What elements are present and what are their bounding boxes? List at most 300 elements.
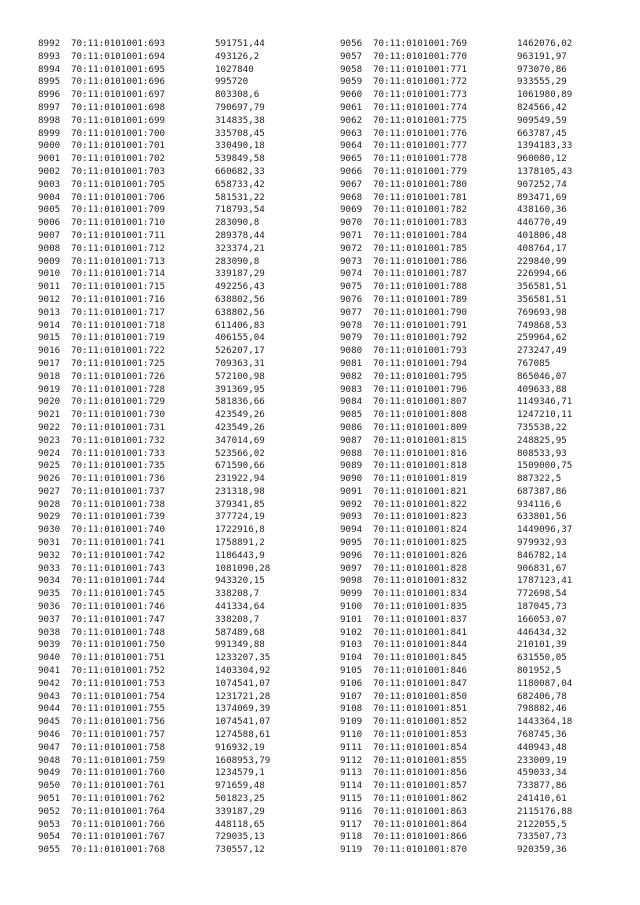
table-row	[38, 89, 270, 102]
cadastral-number: 70:11:0101001:775	[373, 114, 468, 126]
cadastral-number: 70:11:0101001:845	[373, 652, 468, 664]
cadastral-value: 979932,93	[517, 537, 567, 549]
row-number: 9004	[38, 191, 61, 203]
table-row	[340, 422, 572, 435]
cadastral-number: 70:11:0101001:866	[373, 831, 468, 843]
table-row	[340, 448, 572, 461]
cadastral-number: 70:11:0101001:748	[71, 626, 166, 638]
cadastral-number: 70:11:0101001:815	[373, 434, 468, 446]
row-number: 9117	[340, 818, 363, 830]
cadastral-value: 887322,5	[517, 473, 562, 485]
table-row	[340, 76, 572, 89]
cadastral-value: 523566,02	[215, 447, 265, 459]
table-row	[340, 192, 572, 205]
cadastral-value: 768745,36	[517, 729, 567, 741]
cadastral-number: 70:11:0101001:847	[373, 677, 468, 689]
row-number: 9087	[340, 434, 363, 446]
table-row	[340, 102, 572, 115]
row-number: 9057	[340, 50, 363, 62]
row-number: 9062	[340, 114, 363, 126]
cadastral-number: 70:11:0101001:766	[71, 818, 166, 830]
cadastral-number: 70:11:0101001:794	[373, 357, 468, 369]
right-column	[340, 38, 572, 857]
row-number: 9050	[38, 780, 61, 792]
row-number: 9096	[340, 549, 363, 561]
row-number: 8997	[38, 101, 61, 113]
row-number: 9078	[340, 319, 363, 331]
cadastral-number: 70:11:0101001:795	[373, 370, 468, 382]
table-row	[38, 230, 270, 243]
cadastral-value: 231922,94	[215, 473, 265, 485]
cadastral-value: 1233207,35	[215, 652, 271, 664]
table-row	[38, 691, 270, 704]
cadastral-number: 70:11:0101001:758	[71, 741, 166, 753]
table-row	[340, 844, 572, 857]
table-row	[340, 230, 572, 243]
row-number: 9063	[340, 127, 363, 139]
cadastral-value: 730557,12	[215, 844, 265, 856]
table-row	[340, 524, 572, 537]
cadastral-number: 70:11:0101001:733	[71, 447, 166, 459]
cadastral-value: 493126,2	[215, 50, 260, 62]
cadastral-value: 808533,93	[517, 447, 567, 459]
row-number: 9105	[340, 665, 363, 677]
cadastral-number: 70:11:0101001:852	[373, 716, 468, 728]
table-row	[38, 550, 270, 563]
row-number: 9006	[38, 217, 61, 229]
row-number: 9115	[340, 793, 363, 805]
cadastral-value: 2122055,5	[517, 818, 567, 830]
cadastral-value: 441334,64	[215, 601, 265, 613]
cadastral-value: 259964,62	[517, 332, 567, 344]
cadastral-number: 70:11:0101001:754	[71, 690, 166, 702]
row-number: 9003	[38, 178, 61, 190]
cadastral-number: 70:11:0101001:741	[71, 537, 166, 549]
row-number: 9042	[38, 677, 61, 689]
cadastral-value: 501823,25	[215, 793, 265, 805]
cadastral-number: 70:11:0101001:796	[373, 383, 468, 395]
row-number: 9060	[340, 89, 363, 101]
cadastral-value: 718793,54	[215, 204, 265, 216]
table-row	[340, 358, 572, 371]
cadastral-value: 241410,61	[517, 793, 567, 805]
cadastral-number: 70:11:0101001:710	[71, 217, 166, 229]
row-number: 9017	[38, 357, 61, 369]
table-row	[340, 806, 572, 819]
row-number: 9059	[340, 76, 363, 88]
cadastral-value: 631550,05	[517, 652, 567, 664]
cadastral-number: 70:11:0101001:751	[71, 652, 166, 664]
cadastral-value: 401806,48	[517, 229, 567, 241]
cadastral-number: 70:11:0101001:743	[71, 562, 166, 574]
cadastral-value: 973070,86	[517, 63, 567, 75]
cadastral-value: 916932,19	[215, 741, 265, 753]
cadastral-number: 70:11:0101001:759	[71, 754, 166, 766]
cadastral-value: 906831,67	[517, 562, 567, 574]
table-row	[38, 204, 270, 217]
cadastral-value: 824566,42	[517, 101, 567, 113]
cadastral-value: 638802,56	[215, 293, 265, 305]
table-row	[38, 575, 270, 588]
table-row	[38, 844, 270, 857]
row-number: 8992	[38, 38, 61, 49]
cadastral-number: 70:11:0101001:701	[71, 140, 166, 152]
table-row	[340, 294, 572, 307]
cadastral-value: 581836,66	[215, 396, 265, 408]
table-row	[38, 588, 270, 601]
table-row	[38, 665, 270, 678]
cadastral-value: 790697,79	[215, 101, 265, 113]
cadastral-number: 70:11:0101001:782	[373, 204, 468, 216]
table-row	[340, 537, 572, 550]
row-number: 9049	[38, 767, 61, 779]
row-number: 9088	[340, 447, 363, 459]
row-number: 9061	[340, 101, 363, 113]
row-number: 9016	[38, 345, 61, 357]
cadastral-value: 1074541,07	[215, 677, 271, 689]
row-number: 9005	[38, 204, 61, 216]
cadastral-value: 226994,66	[517, 268, 567, 280]
cadastral-number: 70:11:0101001:719	[71, 332, 166, 344]
cadastral-value: 803308,6	[215, 89, 260, 101]
row-number: 9114	[340, 780, 363, 792]
table-row	[38, 320, 270, 333]
cadastral-value: 658733,42	[215, 178, 265, 190]
table-row	[340, 511, 572, 524]
left-column	[38, 38, 270, 857]
row-number: 9086	[340, 421, 363, 433]
cadastral-value: 446434,32	[517, 626, 567, 638]
cadastral-value: 338208,7	[215, 588, 260, 600]
cadastral-number: 70:11:0101001:855	[373, 754, 468, 766]
cadastral-number: 70:11:0101001:728	[71, 383, 166, 395]
row-number: 9069	[340, 204, 363, 216]
table-row	[340, 460, 572, 473]
cadastral-number: 70:11:0101001:693	[71, 38, 166, 49]
table-row	[340, 320, 572, 333]
row-number: 9019	[38, 383, 61, 395]
cadastral-value: 283090,8	[215, 255, 260, 267]
table-row	[340, 639, 572, 652]
cadastral-value: 339187,29	[215, 268, 265, 280]
row-number: 9040	[38, 652, 61, 664]
cadastral-number: 70:11:0101001:732	[71, 434, 166, 446]
table-row	[340, 767, 572, 780]
table-row	[340, 755, 572, 768]
cadastral-number: 70:11:0101001:702	[71, 153, 166, 165]
table-row	[38, 307, 270, 320]
table-row	[340, 256, 572, 269]
cadastral-value: 210101,39	[517, 639, 567, 651]
table-row	[340, 435, 572, 448]
row-number: 9007	[38, 229, 61, 241]
cadastral-number: 70:11:0101001:698	[71, 101, 166, 113]
table-row	[38, 384, 270, 397]
row-number: 9032	[38, 549, 61, 561]
table-row	[38, 601, 270, 614]
cadastral-value: 846782,14	[517, 549, 567, 561]
cadastral-value: 687387,86	[517, 485, 567, 497]
cadastral-number: 70:11:0101001:841	[373, 626, 468, 638]
table-row	[340, 601, 572, 614]
table-row	[340, 51, 572, 64]
cadastral-number: 70:11:0101001:846	[373, 665, 468, 677]
cadastral-value: 1234579,1	[215, 767, 265, 779]
table-row	[340, 38, 572, 51]
cadastral-value: 1443364,18	[517, 716, 573, 728]
cadastral-value: 448118,65	[215, 818, 265, 830]
table-row	[340, 703, 572, 716]
table-row	[38, 755, 270, 768]
cadastral-number: 70:11:0101001:850	[373, 690, 468, 702]
cadastral-number: 70:11:0101001:752	[71, 665, 166, 677]
row-number: 9030	[38, 524, 61, 536]
table-row	[340, 332, 572, 345]
cadastral-value: 767085	[517, 357, 551, 369]
cadastral-value: 330490,18	[215, 140, 265, 152]
cadastral-number: 70:11:0101001:718	[71, 319, 166, 331]
cadastral-value: 408764,17	[517, 242, 567, 254]
table-row	[38, 396, 270, 409]
cadastral-value: 335708,45	[215, 127, 265, 139]
row-number: 9043	[38, 690, 61, 702]
cadastral-number: 70:11:0101001:851	[373, 703, 468, 715]
table-row	[340, 742, 572, 755]
row-number: 9103	[340, 639, 363, 651]
cadastral-number: 70:11:0101001:699	[71, 114, 166, 126]
cadastral-number: 70:11:0101001:785	[373, 242, 468, 254]
cadastral-number: 70:11:0101001:863	[373, 805, 468, 817]
row-number: 9023	[38, 434, 61, 446]
table-row	[340, 780, 572, 793]
cadastral-number: 70:11:0101001:787	[373, 268, 468, 280]
cadastral-value: 733877,86	[517, 780, 567, 792]
cadastral-number: 70:11:0101001:819	[373, 473, 468, 485]
table-row	[38, 409, 270, 422]
cadastral-number: 70:11:0101001:696	[71, 76, 166, 88]
cadastral-value: 1027840	[215, 63, 254, 75]
row-number: 9073	[340, 255, 363, 267]
table-row	[38, 614, 270, 627]
cadastral-value: 772698,54	[517, 588, 567, 600]
table-row	[38, 64, 270, 77]
cadastral-number: 70:11:0101001:736	[71, 473, 166, 485]
table-row	[38, 563, 270, 576]
cadastral-number: 70:11:0101001:767	[71, 831, 166, 843]
row-number: 9028	[38, 498, 61, 510]
row-number: 9079	[340, 332, 363, 344]
table-row	[340, 179, 572, 192]
cadastral-number: 70:11:0101001:773	[373, 89, 468, 101]
row-number: 9112	[340, 754, 363, 766]
cadastral-value: 581531,22	[215, 191, 265, 203]
cadastral-value: 633801,56	[517, 511, 567, 523]
cadastral-number: 70:11:0101001:832	[373, 575, 468, 587]
table-row	[38, 345, 270, 358]
row-number: 9047	[38, 741, 61, 753]
cadastral-number: 70:11:0101001:771	[373, 63, 468, 75]
cadastral-number: 70:11:0101001:870	[373, 844, 468, 856]
cadastral-value: 338208,7	[215, 613, 260, 625]
table-row	[38, 486, 270, 499]
cadastral-number: 70:11:0101001:789	[373, 293, 468, 305]
cadastral-value: 1274588,61	[215, 729, 271, 741]
cadastral-number: 70:11:0101001:706	[71, 191, 166, 203]
cadastral-value: 682406,78	[517, 690, 567, 702]
row-number: 9011	[38, 281, 61, 293]
cadastral-number: 70:11:0101001:818	[373, 460, 468, 472]
cadastral-number: 70:11:0101001:769	[373, 38, 468, 49]
cadastral-number: 70:11:0101001:774	[373, 101, 468, 113]
row-number: 9119	[340, 844, 363, 856]
cadastral-number: 70:11:0101001:709	[71, 204, 166, 216]
table-row	[340, 307, 572, 320]
table-row	[38, 627, 270, 640]
cadastral-number: 70:11:0101001:772	[373, 76, 468, 88]
row-number: 9076	[340, 293, 363, 305]
row-number: 9097	[340, 562, 363, 574]
cadastral-value: 1378105,43	[517, 165, 573, 177]
row-number: 9099	[340, 588, 363, 600]
cadastral-number: 70:11:0101001:823	[373, 511, 468, 523]
cadastral-value: 233009,19	[517, 754, 567, 766]
row-number: 9110	[340, 729, 363, 741]
cadastral-number: 70:11:0101001:837	[373, 613, 468, 625]
row-number: 9027	[38, 485, 61, 497]
cadastral-number: 70:11:0101001:856	[373, 767, 468, 779]
cadastral-number: 70:11:0101001:864	[373, 818, 468, 830]
cadastral-number: 70:11:0101001:717	[71, 306, 166, 318]
cadastral-value: 865046,07	[517, 370, 567, 382]
row-number: 9038	[38, 626, 61, 638]
row-number: 9075	[340, 281, 363, 293]
cadastral-number: 70:11:0101001:816	[373, 447, 468, 459]
row-number: 9055	[38, 844, 61, 856]
table-row	[340, 678, 572, 691]
table-row	[340, 652, 572, 665]
table-row	[340, 153, 572, 166]
cadastral-value: 572100,98	[215, 370, 265, 382]
table-row	[38, 102, 270, 115]
cadastral-number: 70:11:0101001:778	[373, 153, 468, 165]
table-row	[340, 89, 572, 102]
cadastral-value: 1231721,28	[215, 690, 271, 702]
cadastral-number: 70:11:0101001:703	[71, 165, 166, 177]
table-row	[38, 511, 270, 524]
cadastral-number: 70:11:0101001:695	[71, 63, 166, 75]
table-row	[38, 806, 270, 819]
cadastral-value: 749868,53	[517, 319, 567, 331]
cadastral-number: 70:11:0101001:791	[373, 319, 468, 331]
table-row	[38, 678, 270, 691]
table-row	[340, 563, 572, 576]
cadastral-value: 1149346,71	[517, 396, 573, 408]
table-row	[340, 716, 572, 729]
row-number: 8999	[38, 127, 61, 139]
row-number: 9051	[38, 793, 61, 805]
row-number: 9035	[38, 588, 61, 600]
cadastral-number: 70:11:0101001:735	[71, 460, 166, 472]
cadastral-value: 339187,29	[215, 805, 265, 817]
table-row	[340, 499, 572, 512]
cadastral-number: 70:11:0101001:705	[71, 178, 166, 190]
cadastral-number: 70:11:0101001:756	[71, 716, 166, 728]
row-number: 8996	[38, 89, 61, 101]
row-number: 9094	[340, 524, 363, 536]
cadastral-value: 1247210,11	[517, 409, 573, 421]
row-number: 9107	[340, 690, 363, 702]
row-number: 9010	[38, 268, 61, 280]
cadastral-value: 660682,33	[215, 165, 265, 177]
cadastral-number: 70:11:0101001:826	[373, 549, 468, 561]
table-row	[340, 268, 572, 281]
row-number: 9012	[38, 293, 61, 305]
table-row	[340, 345, 572, 358]
row-number: 9109	[340, 716, 363, 728]
row-number: 9113	[340, 767, 363, 779]
cadastral-number: 70:11:0101001:726	[71, 370, 166, 382]
row-number: 9089	[340, 460, 363, 472]
cadastral-number: 70:11:0101001:746	[71, 601, 166, 613]
cadastral-value: 273247,49	[517, 345, 567, 357]
row-number: 9000	[38, 140, 61, 152]
row-number: 9020	[38, 396, 61, 408]
row-number: 9085	[340, 409, 363, 421]
row-number: 9022	[38, 421, 61, 433]
cadastral-number: 70:11:0101001:711	[71, 229, 166, 241]
table-row	[38, 652, 270, 665]
cadastral-value: 492256,43	[215, 281, 265, 293]
table-row	[340, 64, 572, 77]
table-row	[38, 729, 270, 742]
cadastral-value: 638802,56	[215, 306, 265, 318]
cadastral-value: 943320,15	[215, 575, 265, 587]
row-number: 9009	[38, 255, 61, 267]
cadastral-number: 70:11:0101001:747	[71, 613, 166, 625]
table-row	[340, 204, 572, 217]
cadastral-number: 70:11:0101001:808	[373, 409, 468, 421]
cadastral-value: 539849,58	[215, 153, 265, 165]
cadastral-value: 729035,13	[215, 831, 265, 843]
row-number: 9064	[340, 140, 363, 152]
row-number: 9083	[340, 383, 363, 395]
cadastral-number: 70:11:0101001:783	[373, 217, 468, 229]
cadastral-number: 70:11:0101001:750	[71, 639, 166, 651]
cadastral-value: 1374069,39	[215, 703, 271, 715]
row-number: 9116	[340, 805, 363, 817]
cadastral-value: 1787123,41	[517, 575, 573, 587]
row-number: 9052	[38, 805, 61, 817]
table-row	[38, 76, 270, 89]
row-number: 9029	[38, 511, 61, 523]
cadastral-number: 70:11:0101001:770	[373, 50, 468, 62]
cadastral-value: 991349,88	[215, 639, 265, 651]
cadastral-value: 663787,45	[517, 127, 567, 139]
cadastral-number: 70:11:0101001:742	[71, 549, 166, 561]
cadastral-number: 70:11:0101001:713	[71, 255, 166, 267]
row-number: 9046	[38, 729, 61, 741]
cadastral-number: 70:11:0101001:781	[373, 191, 468, 203]
cadastral-value: 283090,8	[215, 217, 260, 229]
cadastral-number: 70:11:0101001:784	[373, 229, 468, 241]
cadastral-value: 587489,68	[215, 626, 265, 638]
cadastral-value: 893471,69	[517, 191, 567, 203]
table-row	[340, 831, 572, 844]
table-row	[340, 396, 572, 409]
cadastral-number: 70:11:0101001:780	[373, 178, 468, 190]
table-row	[38, 716, 270, 729]
table-row	[38, 192, 270, 205]
